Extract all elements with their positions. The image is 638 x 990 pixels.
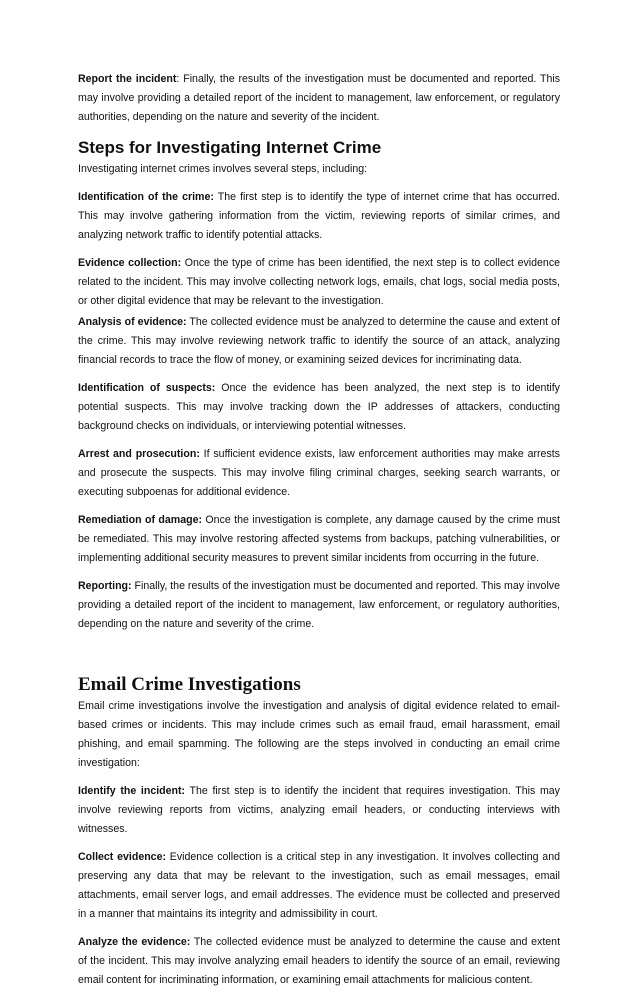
term-label: Arrest and prosecution: bbox=[78, 448, 200, 460]
step-remediation-of-damage bbox=[78, 511, 560, 568]
step-collect-evidence bbox=[78, 848, 560, 924]
paragraph-text: Once the type of crime has been identified, the next step is to collect evidence related to the incident. This may involve collecting network logs, emails, chat logs, social media posts, or other digital evidence that may be relevant to the investigation. bbox=[78, 257, 561, 307]
paragraph-report-incident bbox=[78, 70, 560, 127]
paragraph-text: : Finally, the results of the investigation must be documented and reported. This may involve providing a detailed report of the incident to management, law enforcement, or regulatory authorities, depending on the nature and severity of the incident. bbox=[78, 73, 561, 123]
step-arrest-and-prosecution bbox=[78, 445, 560, 502]
paragraph-text: The first step is to identify the incident that requires investigation. This may involve reviewing reports from victims, analyzing email headers, or conducting interviews with witnesses. bbox=[78, 785, 560, 835]
paragraph-text: Evidence collection is a critical step in any investigation. It involves collecting and preserving any data that may be relevant to the investigation, such as email messages, email attachments, email server logs, and email addresses. The evidence must be collected and preserved in a manner that maintains its integrity and admissibility in court. bbox=[78, 851, 560, 920]
term-label: Analyze the evidence: bbox=[78, 936, 191, 948]
term-label: Identification of suspects: bbox=[78, 382, 216, 394]
term-label: Collect evidence: bbox=[78, 851, 166, 863]
paragraph-text: Once the evidence has been analyzed, the next step is to identify potential suspects. This may involve tracking down the IP addresses of attackers, conducting background checks on individuals, or interviewing potential witnesses. bbox=[78, 382, 560, 432]
step-evidence-collection bbox=[78, 254, 560, 311]
step-analyze-evidence bbox=[78, 933, 560, 990]
step-identification-of-crime bbox=[78, 188, 560, 245]
paragraph-text: The first step is to identify the type of internet crime that has occurred. This may involve gathering information from the victim, reviewing reports of similar crimes, and analyzing network traffic to identify potential attacks. bbox=[78, 191, 561, 241]
section-intro-internet-crime: Investigating internet crimes involves several steps, including: bbox=[78, 163, 368, 175]
step-analysis-of-evidence bbox=[78, 313, 560, 370]
step-identification-of-suspects bbox=[78, 379, 560, 436]
paragraph-text: The collected evidence must be analyzed to determine the cause and extent of the crime. This may involve reviewing network traffic to identify the source of an attack, analyzing financial records to trace the flow of money, or examining seized devices for incriminating data. bbox=[78, 316, 560, 366]
section-heading-email-crime: Email Crime Investigations bbox=[78, 674, 301, 695]
term-label: Remediation of damage: bbox=[78, 514, 202, 526]
paragraph-text: Finally, the results of the investigation must be documented and reported. This may involve providing a detailed report of the incident to management, law enforcement, or regulatory authorities, depending on the nature and severity of the crime. bbox=[78, 580, 560, 630]
term-label: Identify the incident: bbox=[78, 785, 186, 797]
paragraph-text: Once the investigation is complete, any damage caused by the crime must be remediated. This may involve restoring affected systems from backups, patching vulnerabilities, or implementing additional security measures to prevent similar incidents from occurring in the future. bbox=[78, 514, 560, 564]
paragraph-text: If sufficient evidence exists, law enforcement authorities may make arrests and prosecute the suspects. This may involve filing criminal charges, seeking search warrants, or executing subpoenas for additional evidence. bbox=[78, 448, 560, 498]
term-label: Evidence collection: bbox=[78, 257, 182, 269]
term-label: Identification of the crime: bbox=[78, 191, 214, 203]
step-identify-incident bbox=[78, 782, 560, 839]
section-heading-internet-crime: Steps for Investigating Internet Crime bbox=[78, 138, 382, 157]
term-label: Report the incident bbox=[78, 73, 177, 85]
term-label: Reporting: bbox=[78, 580, 132, 592]
step-reporting bbox=[78, 577, 560, 634]
section-intro-email-crime: Email crime investigations involve the investigation and analysis of digital evidence related to email-based crimes or incidents. This may include crimes such as email fraud, email harassment, email phishing, and email spamming. The following are the steps involved in conducting an email crime investigation: bbox=[78, 700, 560, 769]
term-label: Analysis of evidence: bbox=[78, 316, 187, 328]
paragraph-text: The collected evidence must be analyzed to determine the cause and extent of the incident. This may involve analyzing email headers to identify the source of an email, reviewing email content for incriminating information, or examining email attachments for malicious content. bbox=[78, 936, 561, 986]
